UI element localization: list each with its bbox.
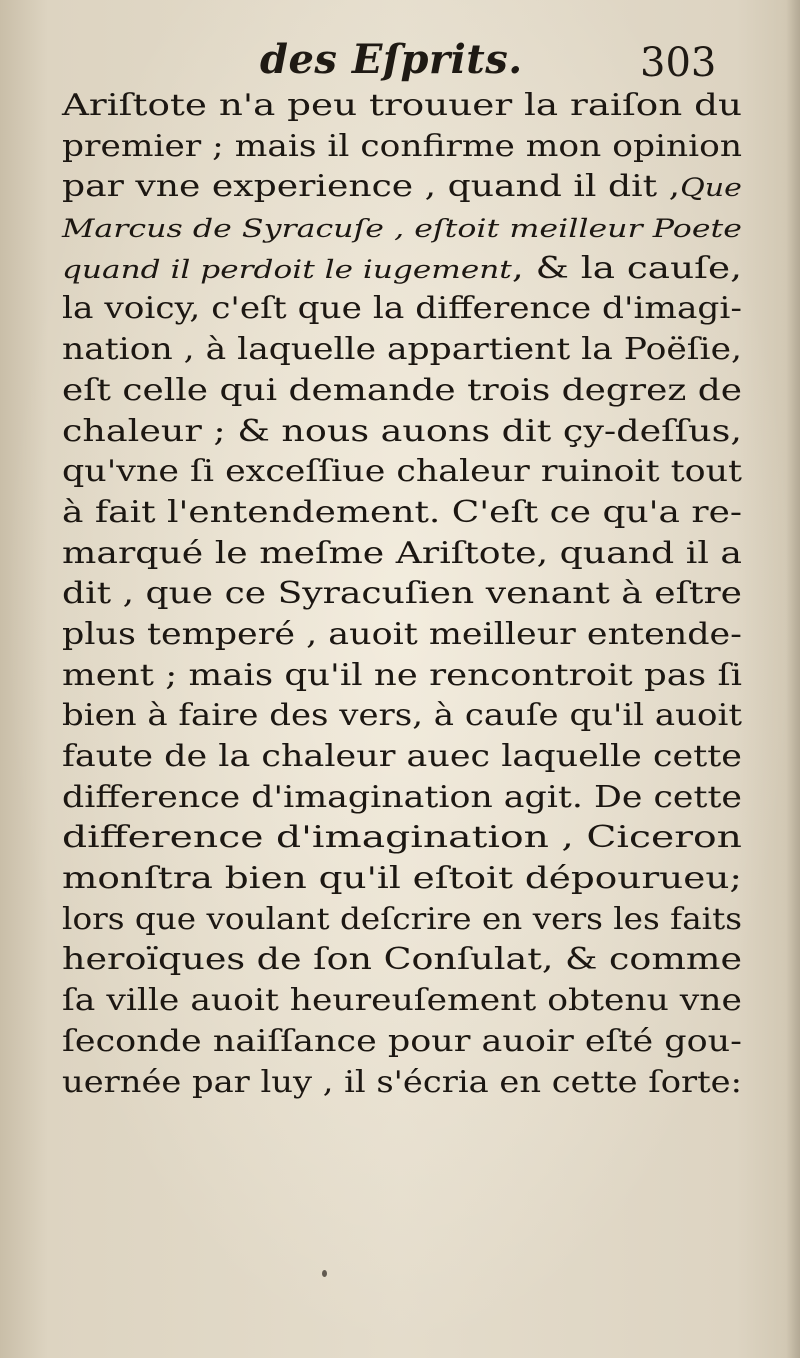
- text-line: [62, 249, 742, 290]
- line-text: dit , que ce Syracuſien venant à eſtre: [62, 576, 743, 612]
- text-line: [62, 127, 742, 168]
- line-text: premier ; mais il confirme mon opinion: [62, 128, 742, 164]
- text-line-content: [62, 371, 742, 412]
- text-line-content: [62, 208, 742, 250]
- line-text: nation , à laquelle appartient la Poëſie,: [62, 332, 742, 368]
- text-line: [62, 371, 742, 412]
- text-line: [62, 167, 742, 208]
- text-line-content: [62, 1022, 742, 1063]
- text-line: [62, 289, 742, 330]
- text-line: [62, 940, 742, 981]
- line-text: chaleur ; & nous auons dit çy-deſſus,: [62, 413, 742, 449]
- text-line-content: [62, 900, 742, 941]
- text-line: [62, 574, 742, 615]
- text-line: [62, 1063, 742, 1104]
- text-line: [62, 493, 742, 534]
- text-line: [62, 778, 742, 819]
- text-line: [62, 86, 742, 127]
- text-line-content: [62, 859, 742, 900]
- text-line: [62, 696, 742, 737]
- line-text: faute de la chaleur auec laquelle cette: [62, 739, 742, 774]
- text-line: [62, 208, 742, 249]
- line-text: monſtra bien qu'il eſtoit dépourueu;: [62, 861, 742, 897]
- italic-text: quand il perdoit le iugement: [62, 254, 512, 284]
- text-line-content: [62, 818, 742, 859]
- line-text: marqué le meſme Ariſtote, quand il a: [62, 535, 743, 571]
- text-line: [62, 818, 742, 859]
- text-line-content: [62, 86, 742, 127]
- line-text: ment ; mais qu'il ne rencontroit pas ſi: [62, 657, 743, 693]
- text-line: [62, 412, 742, 453]
- line-text: plus temperé , auoit meilleur entende-: [62, 616, 742, 652]
- text-line-content: [62, 330, 742, 371]
- text-line-content: [62, 656, 742, 697]
- line-text: qu'vne ſi exceſſiue chaleur ruinoit tout: [62, 454, 742, 490]
- line-text: heroïques de ſon Conſulat, & comme: [62, 942, 743, 978]
- text-line-content: [62, 696, 742, 737]
- text-line-content: [62, 289, 742, 330]
- line-text: lors que voulant deſcrire en vers les faits: [62, 901, 742, 937]
- text-line-content: [62, 167, 742, 209]
- text-line: [62, 656, 742, 697]
- text-line: [62, 452, 742, 493]
- text-line: [62, 615, 742, 656]
- text-line-content: [62, 778, 742, 819]
- line-text: difference d'imagination , Ciceron: [62, 820, 742, 856]
- body-text: [62, 86, 742, 1103]
- text-line-content: [62, 574, 742, 615]
- text-line: [62, 900, 742, 941]
- text-line-content: [62, 127, 742, 168]
- line-text: eſt celle qui demande trois degrez de: [62, 372, 742, 408]
- italic-text: Marcus de Syracuſe , eſtoit meilleur Poete: [62, 214, 743, 244]
- line-text: à fait l'entendement. C'eſt ce qu'a re-: [62, 494, 742, 530]
- text-line-content: [62, 493, 742, 534]
- page-number: 303: [640, 40, 717, 86]
- running-title: des Eſprits.: [260, 36, 523, 83]
- text-line: [62, 330, 742, 371]
- text-line-content: [62, 452, 742, 493]
- text-line-content: [62, 981, 742, 1022]
- text-line-content: [62, 615, 742, 656]
- text-line: [62, 1022, 742, 1063]
- text-line: [62, 737, 742, 778]
- line-text: ſa ville auoit heureuſement obtenu vne: [62, 983, 742, 1019]
- line-text: bien à faire des vers, à cauſe qu'il auoit: [62, 698, 742, 734]
- line-text: la voicy, c'eſt que la difference d'imagi-: [62, 291, 742, 327]
- text-line-content: [62, 737, 742, 778]
- line-text: difference d'imagination agit. De cette: [62, 779, 742, 815]
- text-line-content: [62, 534, 742, 575]
- line-text: par vne experience , quand il dit ,: [62, 169, 681, 205]
- text-line-content: [62, 249, 742, 291]
- text-line-content: [62, 412, 742, 453]
- text-line: [62, 859, 742, 900]
- ink-speck: [322, 1270, 327, 1277]
- text-line: [62, 981, 742, 1022]
- text-line: [62, 534, 742, 575]
- line-text: Ariſtote n'a peu trouuer la raiſon du: [62, 88, 742, 123]
- line-text: uernée par luy , il s'écria en cette ſorte:: [62, 1064, 742, 1100]
- line-text: ſeconde naiſſance pour auoir eſté gou-: [62, 1023, 742, 1059]
- italic-text: Que: [680, 173, 742, 203]
- text-line-content: [62, 1063, 742, 1104]
- text-line-content: [62, 940, 742, 981]
- line-text: , & la cauſe,: [511, 250, 742, 286]
